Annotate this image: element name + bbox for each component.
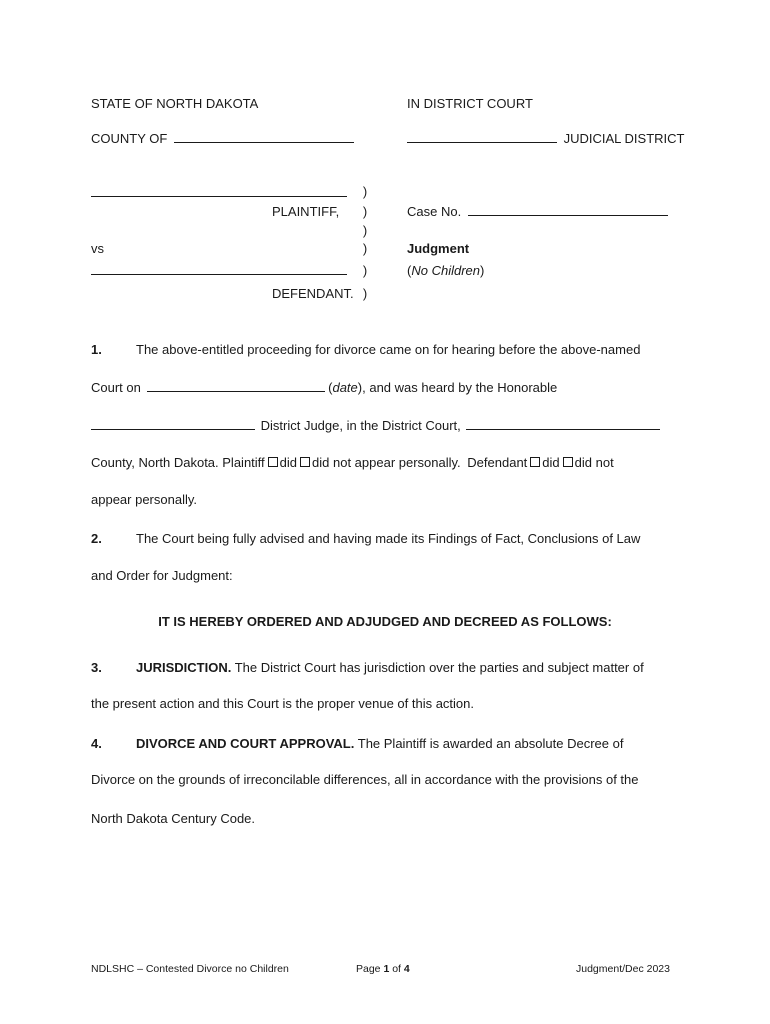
caption-paren: ) xyxy=(362,241,368,256)
para4-line2: Divorce on the grounds of irreconcilable differences, all in accordance with the provisions of the xyxy=(91,772,639,787)
paragraph-number: 3. xyxy=(91,660,102,675)
para3-line1: JURISDICTION. The District Court has jurisdiction over the parties and subject matter of xyxy=(136,660,644,675)
section-title: DIVORCE AND COURT APPROVAL. xyxy=(136,736,355,751)
county-label: COUNTY OF xyxy=(91,131,168,146)
paragraph-number: 2. xyxy=(91,531,102,546)
para1-line5: appear personally. xyxy=(91,492,197,507)
document-subtitle-text: No Children xyxy=(411,263,480,278)
para1-line2: Court on (date), and was heard by the Honorable xyxy=(91,380,558,395)
caption-paren: ) xyxy=(362,286,368,301)
order-heading: IT IS HEREBY ORDERED AND ADJUDGED AND DECREED AS FOLLOWS: xyxy=(158,614,612,629)
judicial-district-row xyxy=(407,131,684,146)
para2-line1: The Court being fully advised and having made its Findings of Fact, Conclusions of Law xyxy=(136,531,641,546)
caption-paren: ) xyxy=(362,223,368,238)
footer-doc-version: Judgment/Dec 2023 xyxy=(576,963,670,975)
judge-name-blank[interactable] xyxy=(91,418,255,430)
plaintiff-did-not-checkbox[interactable] xyxy=(300,457,310,467)
paragraph-number: 1. xyxy=(91,342,102,357)
defendant-name-blank[interactable] xyxy=(91,263,347,275)
defendant-did-not-checkbox[interactable] xyxy=(563,457,573,467)
caption-paren: ) xyxy=(362,263,368,278)
hearing-date-blank[interactable] xyxy=(147,380,325,392)
defendant-did-checkbox[interactable] xyxy=(530,457,540,467)
county-blank[interactable] xyxy=(174,131,354,143)
para1-line1: The above-entitled proceeding for divorce came on for hearing before the above-named xyxy=(136,342,641,357)
judicial-district-label: JUDICIAL DISTRICT xyxy=(563,131,685,146)
caption-paren: ) xyxy=(362,184,368,199)
case-no-row xyxy=(407,204,668,219)
para1-line3: District Judge, in the District Court, xyxy=(91,418,660,432)
footer-form-name: NDLSHC – Contested Divorce no Children xyxy=(91,963,289,975)
case-no-label: Case No. xyxy=(407,204,462,219)
document-title: Judgment xyxy=(407,241,470,256)
paragraph-number: 4. xyxy=(91,736,102,751)
plaintiff-label: PLAINTIFF, xyxy=(272,204,340,219)
vs-label: vs xyxy=(91,241,104,256)
para4-line1: DIVORCE AND COURT APPROVAL. The Plaintiff is awarded an absolute Decree of xyxy=(136,736,624,751)
case-no-blank[interactable] xyxy=(468,204,668,216)
county-row xyxy=(91,131,354,146)
plaintiff-name-blank[interactable] xyxy=(91,185,347,197)
para1-line4: County, North Dakota. Plaintiff did did not appear personally. Defendant did did not xyxy=(91,455,614,470)
footer-page-number: Page 1 of 4 xyxy=(356,963,410,975)
court-label: IN DISTRICT COURT xyxy=(407,96,533,111)
caption-paren: ) xyxy=(362,204,368,219)
plaintiff-did-checkbox[interactable] xyxy=(268,457,278,467)
document-subtitle: (No Children) xyxy=(407,263,485,278)
para2-line2: and Order for Judgment: xyxy=(91,568,233,583)
para3-line2: the present action and this Court is the proper venue of this action. xyxy=(91,696,475,711)
court-county-blank[interactable] xyxy=(466,418,660,430)
judicial-district-blank[interactable] xyxy=(407,131,557,143)
defendant-label: DEFENDANT. xyxy=(272,286,354,301)
para4-line3: North Dakota Century Code. xyxy=(91,811,256,826)
date-hint: date xyxy=(332,380,358,395)
section-title: JURISDICTION. xyxy=(136,660,232,675)
state-label: STATE OF NORTH DAKOTA xyxy=(91,96,259,111)
